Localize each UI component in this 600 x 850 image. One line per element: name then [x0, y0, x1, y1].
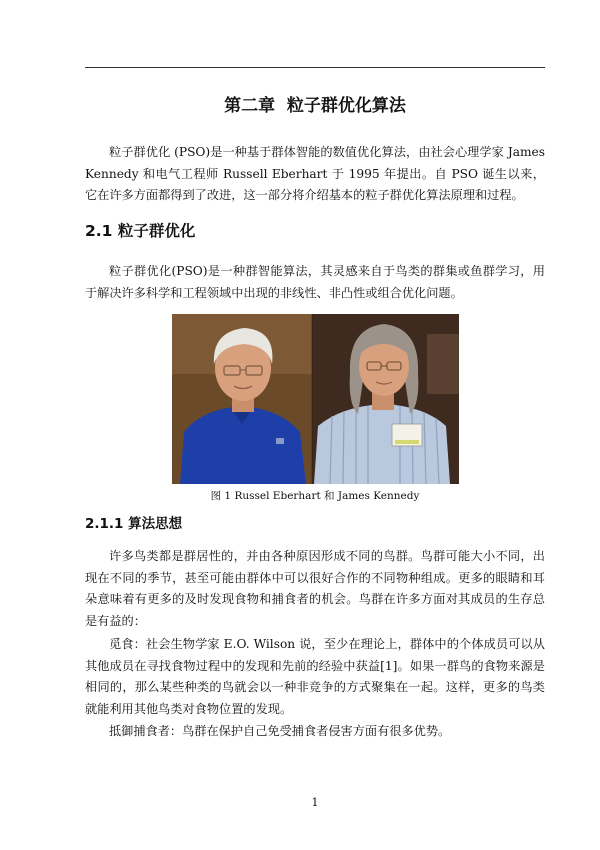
chapter-intro-paragraph: 粒子群优化 (PSO)是一种基于群体智能的数值优化算法，由社会心理学家 James Kennedy 和电气工程师 Russell Eberhart 于 1995 年提出。自 PSO 诞生以来，它在许多方面都得到了改进，这一部分将介绍基本的粒子群优化算法原理和过程。 [85, 145, 545, 202]
figure-caption: 图 1 Russel Eberhart 和 James Kennedy [210, 490, 420, 502]
page-number: 1 [311, 796, 319, 809]
chapter-title: 第二章 粒子群优化算法 [224, 96, 406, 116]
right-person-shirt [314, 404, 450, 484]
section-2-1-heading: 2.1 粒子群优化 [85, 222, 196, 240]
right-photo-frame [427, 334, 459, 394]
section-2-1-1-heading: 2.1.1 算法思想 [85, 516, 183, 532]
figure-photo [172, 314, 459, 484]
photo-illustration [172, 314, 459, 484]
left-person-shirt-emblem [276, 438, 284, 444]
right-person-badge-stripe [395, 440, 419, 444]
section-2-1-1-paragraph-2: 觅食：社会生物学家 E.O. Wilson 说，至少在理论上，群体中的个体成员可以从其他成员在寻找食物过程中的发现和先前的经验中获益[1]。如果一群鸟的食物来源是相同的，那么某些种类的鸟就会以一种非竞争的方式聚集在一起。这样，更多的鸟类就能利用其他鸟类对食物位置的发现。 [85, 637, 545, 716]
section-2-1-1-paragraph-3: 抵御捕食者：鸟群在保护自己免受捕食者侵害方面有很多优势。 [109, 724, 451, 738]
section-2-1-paragraph: 粒子群优化(PSO)是一种群智能算法，其灵感来自于鸟类的群集或鱼群学习，用于解决许多科学和工程领域中出现的非线性、非凸性或组合优化问题。 [85, 264, 545, 300]
header-rule [85, 67, 545, 68]
section-2-1-1-paragraph-1: 许多鸟类都是群居性的，并由各种原因形成不同的鸟群。鸟群可能大小不同，出现在不同的季节，甚至可能由群体中可以很好合作的不同物种组成。更多的眼睛和耳朵意味着有更多的及时发现食物和捕食者的机会。鸟群在许多方面对其成员的生存总是有益的： [85, 549, 545, 628]
